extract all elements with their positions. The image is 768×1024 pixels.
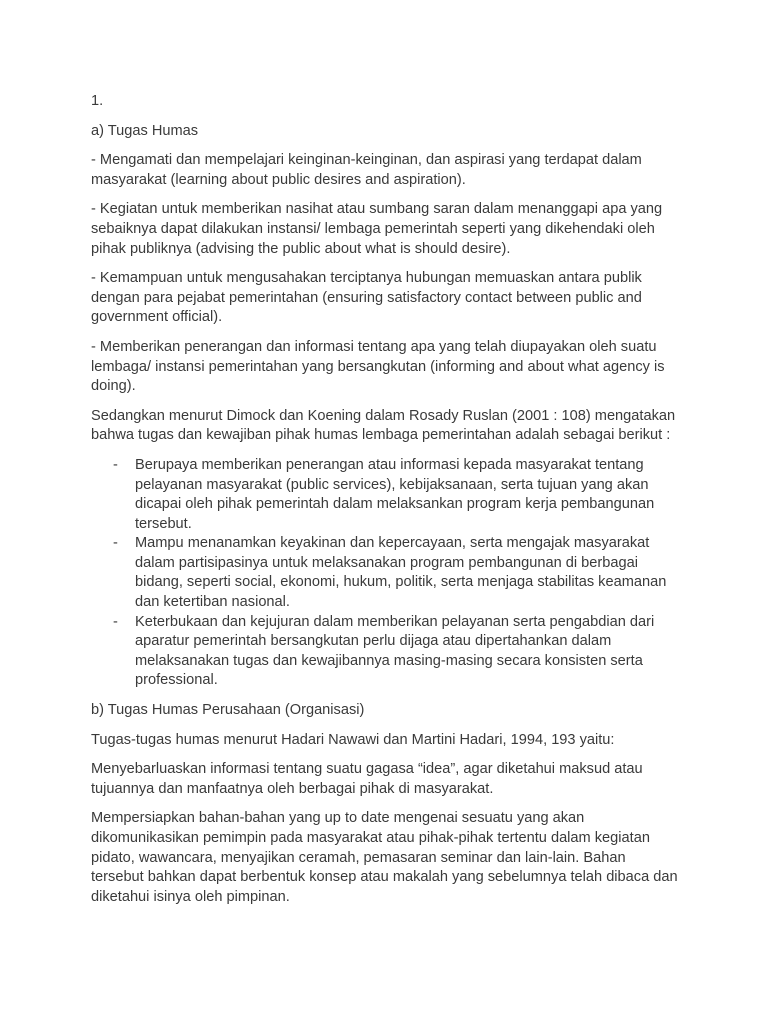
section-b-heading: b) Tugas Humas Perusahaan (Organisasi) (91, 702, 365, 719)
item-number: 1. (91, 93, 104, 109)
section-a-paragraph: - Memberikan penerangan dan informasi tentang apa yang telah diupayakan oleh suatu lembaga/ instansi pemerintahan yang bersangkutan (informing and about what agency is doing). (91, 338, 665, 395)
bullet-item (91, 456, 682, 534)
section-b-paragraph: Mempersiapkan bahan-bahan yang up to date mengenai sesuatu yang akan dikomunikasikan pemimpin pada masyarakat atau pihak-pihak tertentu dalam kegiatan pidato, wawancara, menyajikan ceramah, pemasaran seminar dan lain-lain. Bahan tersebut bahkan dapat berbentuk konsep atau makalah yang sebelumnya telah dibaca dan diketahui isinya oleh pimpinan. (91, 810, 678, 905)
section-a-paragraph: - Mengamati dan mempelajari keinginan-keinginan, dan aspirasi yang terdapat dalam masyarakat (learning about public desires and aspiration). (91, 152, 642, 188)
bullet-text: Mampu menanamkan keyakinan dan kepercayaan, serta mengajak masyarakat dalam partisipasinya untuk melaksanakan program pembangunan di berbagai bidang, seperti social, ekonomi, hukum, politik, serta menjaga stabilitas keamanan dan ketertiban nasional. (135, 535, 667, 611)
bullet-text: Berupaya memberikan penerangan atau informasi kepada masyarakat tentang pelayanan masyarakat (public services), kebijaksanaan, serta tujuan yang akan dicapai oleh pihak pemerintah dalam melaksankan program kerja pembangunan tersebut. (135, 456, 655, 532)
bullet-item (91, 534, 682, 612)
bullet-dash: - (113, 456, 118, 473)
bullet-text: Keterbukaan dan kejujuran dalam memberikan pelayanan serta pengabdian dari aparatur pemerintah bersangkutan perlu dijaga atau dipertahankan dalam melaksanakan tugas dan kewajibannya masing-masing secara konsisten serta professional. (135, 613, 655, 689)
bullet-dash: - (113, 535, 118, 552)
section-b-paragraph: Menyebarluaskan informasi tentang suatu gagasa “idea”, agar diketahui maksud atau tujuannya dan manfaatnya oleh berbagai pihak di masyarakat. (91, 761, 643, 797)
section-a-heading: a) Tugas Humas (91, 122, 199, 139)
section-a-paragraph: - Kegiatan untuk memberikan nasihat atau sumbang saran dalam menanggapi apa yang sebaiknya dapat dilakukan instansi/ lembaga pemerintah seperti yang dikehendaki oleh pihak publiknya (advising the public about what is should desire). (91, 201, 663, 257)
section-b-paragraph: Tugas-tugas humas menurut Hadari Nawawi dan Martini Hadari, 1994, 193 yaitu: (91, 731, 615, 748)
bullet-item (91, 613, 682, 691)
duties-bullet-list (91, 456, 682, 691)
section-a-intro: Sedangkan menurut Dimock dan Koening dalam Rosady Ruslan (2001 : 108) mengatakan bahwa tugas dan kewajiban pihak humas lembaga pemerintahan adalah sebagai berikut : (91, 407, 676, 444)
section-a-paragraph: - Kemampuan untuk mengusahakan terciptanya hubungan memuaskan antara publik dengan para pejabat pemerintahan (ensuring satisfactory contact between public and government official). (91, 270, 642, 326)
bullet-dash: - (113, 613, 118, 630)
